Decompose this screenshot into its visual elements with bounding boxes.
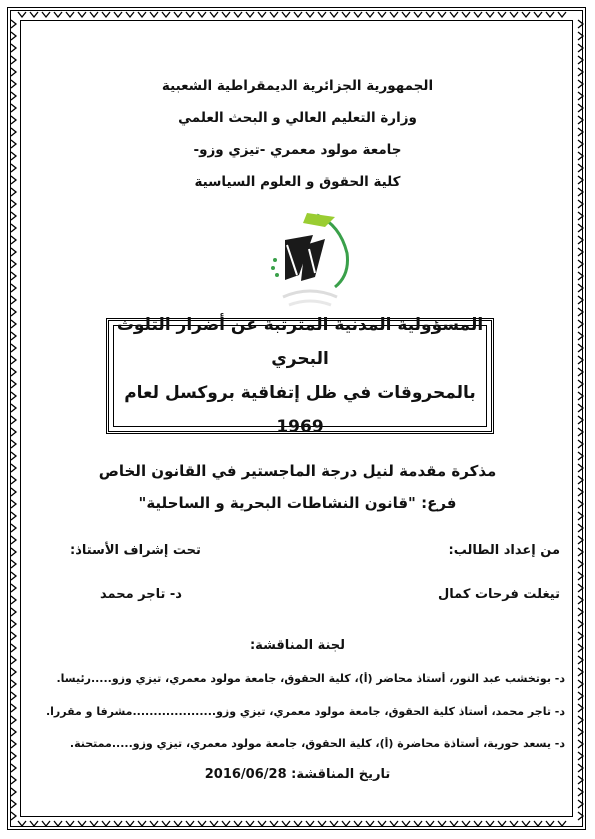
thesis-cover-page (30, 30, 565, 809)
committee-member: د- تاجر محمد، أستاذ كلية الحقوق، جامعة مولود معمري، تيزي وزو....................مشرفا و مقررا. (45, 705, 565, 718)
thesis-title-box (106, 315, 494, 437)
institution-header (30, 70, 565, 198)
defense-date: تاريخ المناقشة: 2016/06/28 (204, 767, 391, 782)
ministry-name: وزارة التعليم العالي و البحث العلمي (178, 110, 417, 126)
student-name: تيغلت فرحات كمال (438, 587, 560, 602)
thesis-title-line2: بالمحروقات في ظل إتفاقية بروكسل لعام 1969 (124, 383, 476, 437)
committee-member: د- يسعد حورية، أستاذة محاضرة (أ)، كلية الحقوق، جامعة مولود معمري، تيزي وزو.....ممتحنة. (69, 737, 565, 750)
university-logo-icon (255, 205, 365, 315)
committee-member: د- بوتخشب عبد النور، أستاذ محاضر (أ)، كلية الحقوق، جامعة مولود معمري، تيزي وزو.....رئيسا. (56, 672, 565, 685)
faculty-name: كلية الحقوق و العلوم السياسية (194, 174, 401, 190)
memo-description (30, 455, 565, 519)
thesis-title-line1: المسؤولية المدنية المترتبة عن أضرار التلوث البحري (116, 315, 484, 369)
prepared-by-label: من إعداد الطالب: (448, 543, 560, 558)
supervisor-name: د- تاجر محمد (100, 587, 182, 602)
supervisor-label: تحت إشراف الأستاذ: (70, 543, 201, 558)
specialization: فرع: "قانون النشاطات البحرية و الساحلية" (138, 494, 457, 512)
committee-title: لجنة المناقشة: (249, 638, 346, 653)
republic-name: الجمهورية الجزائرية الديمقراطية الشعبية (161, 78, 434, 94)
university-name: جامعة مولود معمري -تيزي وزو- (193, 142, 402, 158)
degree-statement: مذكرة مقدمة لنيل درجة الماجستير في القانون الخاص (98, 462, 497, 480)
